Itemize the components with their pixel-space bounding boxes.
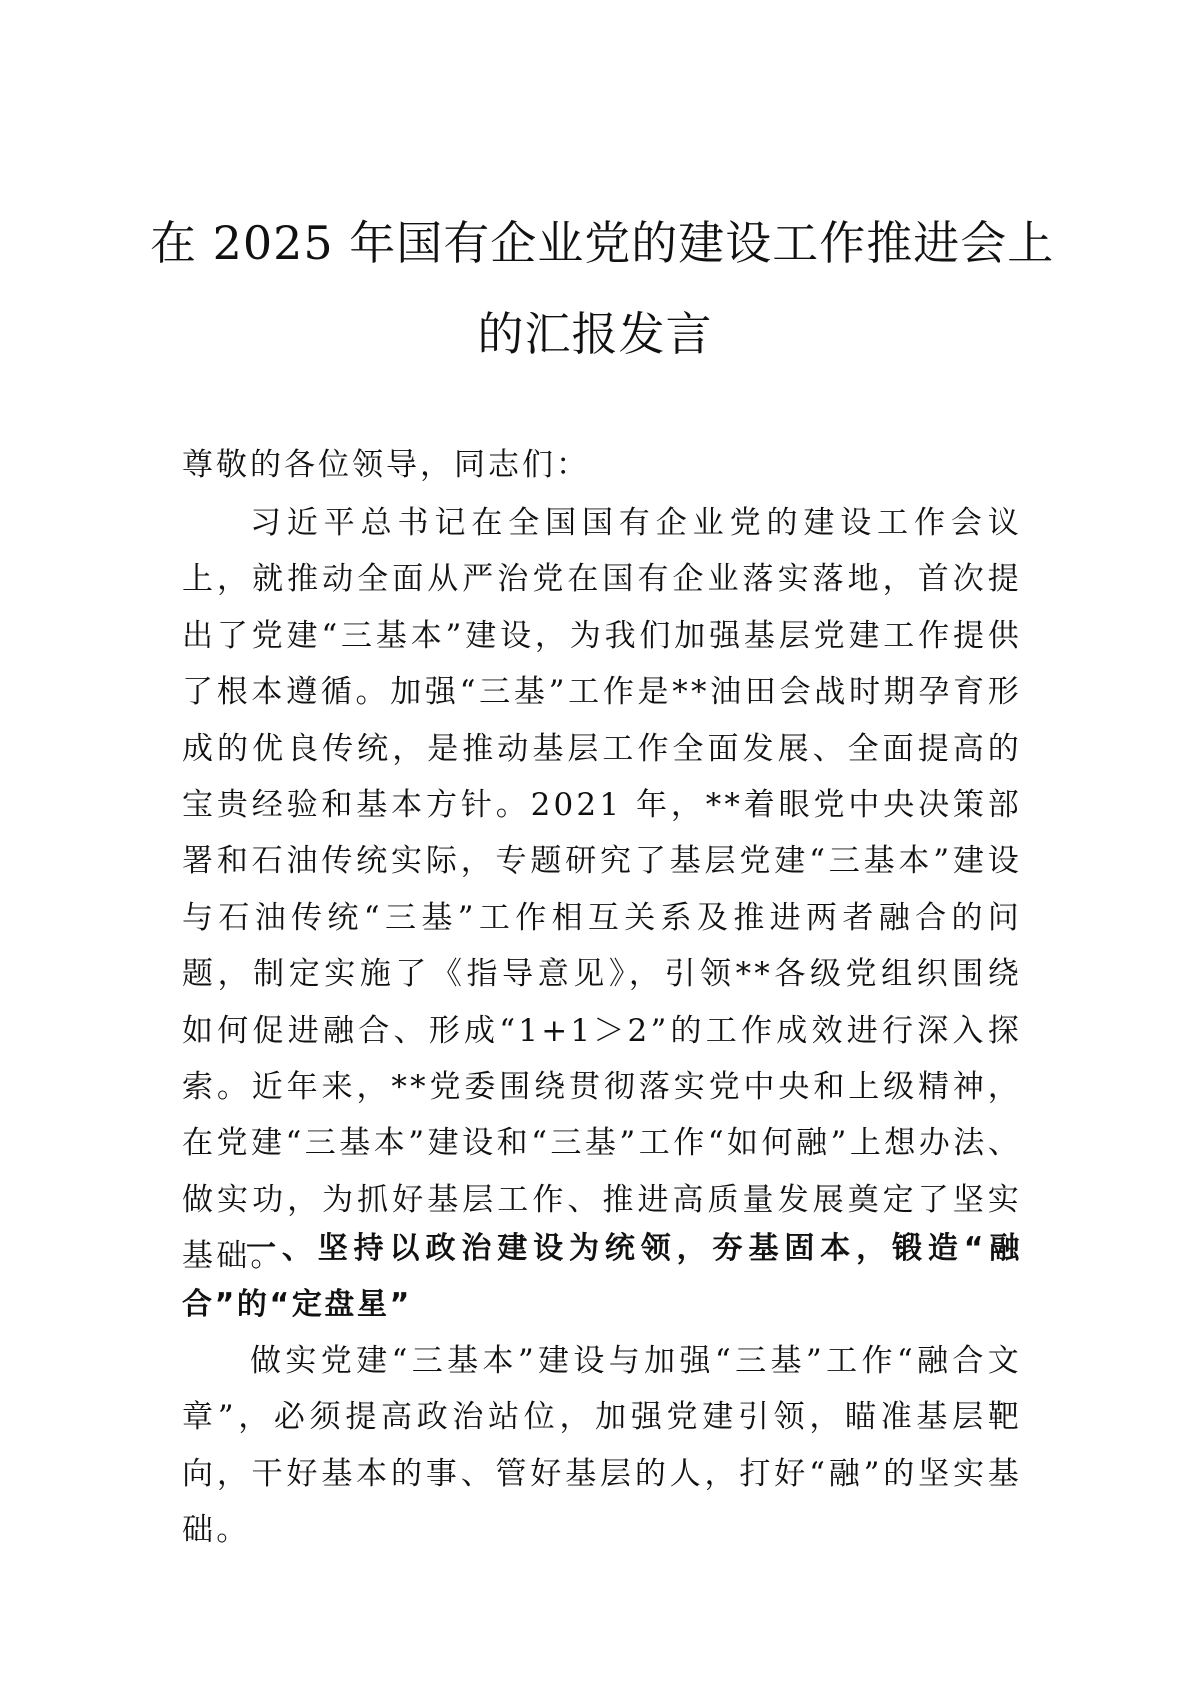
paragraph-section-1: 做实党建“三基本”建设与加强“三基”工作“融合文章”，必须提高政治站位，加强党建引领，瞄准基层靶向，干好基本的事、管好基层的人，打好“融”的坚实基础。 (182, 1343, 1022, 1549)
salutation: 尊敬的各位领导，同志们： (182, 447, 590, 483)
section-heading-1: 一、坚持以政治建设为统领，夯基固本，锻造“融合”的“定盘星” (182, 1231, 1022, 1322)
paragraph-introduction: 习近平总书记在全国国有企业党的建设工作会议上，就推动全面从严治党在国有企业落实落地，首次提出了党建“三基本”建设，为我们加强基层党建工作提供了根本遵循。加强“三基”工作是**油田会战时期孕育形成的优良传统，是推动基层工作全面发展、全面提高的宝贵经验和基本方针。2021 年，**着眼党中央决策部署和石油传统实际，专题研究了基层党建“三基本”建设与石油传统“三基”工作相互关系及推进两者融合的问题，制定实施了《指导意见》，引领**各级党组织围绕如何促进融合、形成“1+1＞2”的工作成效进行深入探索。近年来，**党委围绕贯彻落实党中央和上级精神，在党建“三基本”建设和“三基”工作“如何融”上想办法、做实功，为抓好基层工作、推进高质量发展奠定了坚实基础。 (182, 505, 1022, 1275)
document-title-line-1: 在 2025 年国有企业党的建设工作推进会上 (150, 216, 1055, 270)
document-title-line-2: 的汇报发言 (477, 307, 713, 361)
